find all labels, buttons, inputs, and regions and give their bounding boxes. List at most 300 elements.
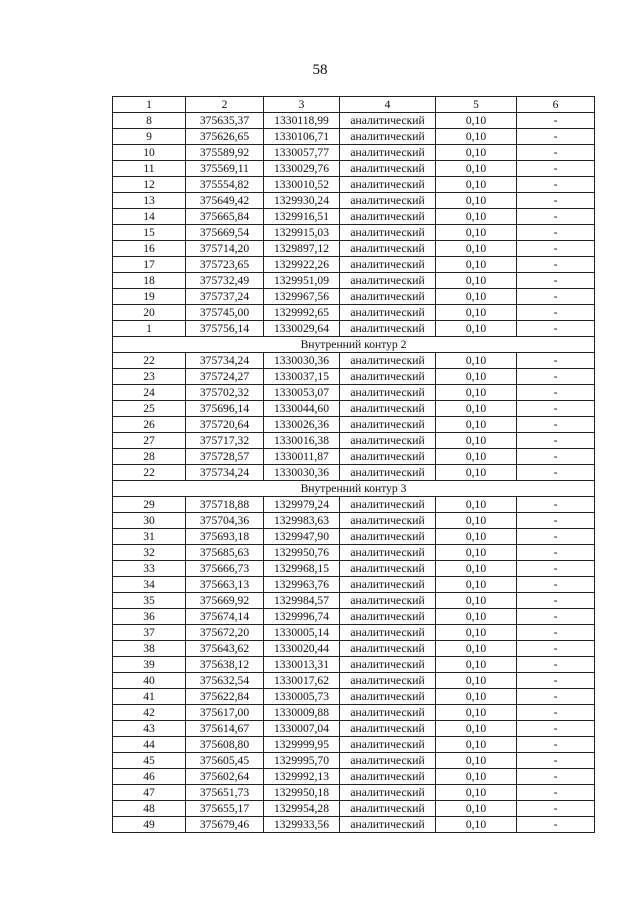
- note-cell: -: [517, 401, 595, 417]
- table-row: [113, 209, 595, 225]
- table-row: [113, 577, 595, 593]
- point-number-cell: 1: [113, 321, 186, 337]
- x-coordinate-cell: 375643,62: [186, 641, 264, 657]
- y-coordinate-cell: 1330007,04: [264, 721, 340, 737]
- section-title: Внутренний контур 3: [113, 481, 595, 497]
- note-cell: -: [517, 257, 595, 273]
- y-coordinate-cell: 1329950,76: [264, 545, 340, 561]
- y-coordinate-cell: 1330011,87: [264, 449, 340, 465]
- accuracy-cell: 0,10: [436, 401, 517, 417]
- method-cell: аналитический: [340, 289, 436, 305]
- table-row: [113, 769, 595, 785]
- x-coordinate-cell: 375674,14: [186, 609, 264, 625]
- table-row: [113, 561, 595, 577]
- table-row: [113, 641, 595, 657]
- x-coordinate-cell: 375693,18: [186, 529, 264, 545]
- x-coordinate-cell: 375608,80: [186, 737, 264, 753]
- table-row: [113, 801, 595, 817]
- y-coordinate-cell: 1330029,64: [264, 321, 340, 337]
- accuracy-cell: 0,10: [436, 433, 517, 449]
- accuracy-cell: 0,10: [436, 417, 517, 433]
- point-number-cell: 24: [113, 385, 186, 401]
- y-coordinate-cell: 1329950,18: [264, 785, 340, 801]
- method-cell: аналитический: [340, 689, 436, 705]
- point-number-cell: 29: [113, 497, 186, 513]
- y-coordinate-cell: 1329947,90: [264, 529, 340, 545]
- table-row: [113, 529, 595, 545]
- note-cell: -: [517, 801, 595, 817]
- y-coordinate-cell: 1329979,24: [264, 497, 340, 513]
- note-cell: -: [517, 497, 595, 513]
- point-number-cell: 25: [113, 401, 186, 417]
- x-coordinate-cell: 375663,13: [186, 577, 264, 593]
- x-coordinate-cell: 375734,24: [186, 353, 264, 369]
- point-number-cell: 28: [113, 449, 186, 465]
- method-cell: аналитический: [340, 657, 436, 673]
- accuracy-cell: 0,10: [436, 497, 517, 513]
- y-coordinate-cell: 1329922,26: [264, 257, 340, 273]
- y-coordinate-cell: 1330016,38: [264, 433, 340, 449]
- note-cell: -: [517, 145, 595, 161]
- point-number-cell: 11: [113, 161, 186, 177]
- y-coordinate-cell: 1329992,65: [264, 305, 340, 321]
- accuracy-cell: 0,10: [436, 673, 517, 689]
- accuracy-cell: 0,10: [436, 289, 517, 305]
- header-row: [113, 97, 595, 113]
- table-row: [113, 657, 595, 673]
- accuracy-cell: 0,10: [436, 177, 517, 193]
- method-cell: аналитический: [340, 673, 436, 689]
- x-coordinate-cell: 375724,27: [186, 369, 264, 385]
- y-coordinate-cell: 1330005,73: [264, 689, 340, 705]
- point-number-cell: 35: [113, 593, 186, 609]
- table-row: [113, 225, 595, 241]
- accuracy-cell: 0,10: [436, 801, 517, 817]
- note-cell: -: [517, 273, 595, 289]
- header-cell: 5: [436, 97, 517, 113]
- accuracy-cell: 0,10: [436, 705, 517, 721]
- accuracy-cell: 0,10: [436, 209, 517, 225]
- y-coordinate-cell: 1329984,57: [264, 593, 340, 609]
- y-coordinate-cell: 1329983,63: [264, 513, 340, 529]
- x-coordinate-cell: 375669,92: [186, 593, 264, 609]
- accuracy-cell: 0,10: [436, 721, 517, 737]
- note-cell: -: [517, 769, 595, 785]
- method-cell: аналитический: [340, 129, 436, 145]
- x-coordinate-cell: 375723,65: [186, 257, 264, 273]
- note-cell: -: [517, 721, 595, 737]
- point-number-cell: 20: [113, 305, 186, 321]
- accuracy-cell: 0,10: [436, 737, 517, 753]
- accuracy-cell: 0,10: [436, 273, 517, 289]
- table-row: [113, 193, 595, 209]
- y-coordinate-cell: 1330020,44: [264, 641, 340, 657]
- point-number-cell: 14: [113, 209, 186, 225]
- x-coordinate-cell: 375635,37: [186, 113, 264, 129]
- method-cell: аналитический: [340, 257, 436, 273]
- header-cell: 4: [340, 97, 436, 113]
- y-coordinate-cell: 1330044,60: [264, 401, 340, 417]
- table-row: [113, 465, 595, 481]
- y-coordinate-cell: 1330009,88: [264, 705, 340, 721]
- method-cell: аналитический: [340, 513, 436, 529]
- point-number-cell: 38: [113, 641, 186, 657]
- y-coordinate-cell: 1329951,09: [264, 273, 340, 289]
- x-coordinate-cell: 375617,00: [186, 705, 264, 721]
- accuracy-cell: 0,10: [436, 577, 517, 593]
- section-title-row: [113, 337, 595, 353]
- page-number: 58: [312, 62, 328, 78]
- point-number-cell: 41: [113, 689, 186, 705]
- method-cell: аналитический: [340, 817, 436, 833]
- note-cell: -: [517, 321, 595, 337]
- x-coordinate-cell: 375696,14: [186, 401, 264, 417]
- table-row: [113, 817, 595, 833]
- y-coordinate-cell: 1330026,36: [264, 417, 340, 433]
- accuracy-cell: 0,10: [436, 769, 517, 785]
- point-number-cell: 40: [113, 673, 186, 689]
- point-number-cell: 22: [113, 465, 186, 481]
- y-coordinate-cell: 1329967,56: [264, 289, 340, 305]
- point-number-cell: 31: [113, 529, 186, 545]
- point-number-cell: 9: [113, 129, 186, 145]
- accuracy-cell: 0,10: [436, 689, 517, 705]
- point-number-cell: 48: [113, 801, 186, 817]
- x-coordinate-cell: 375714,20: [186, 241, 264, 257]
- section-title-row: [113, 481, 595, 497]
- accuracy-cell: 0,10: [436, 193, 517, 209]
- accuracy-cell: 0,10: [436, 561, 517, 577]
- note-cell: -: [517, 225, 595, 241]
- point-number-cell: 49: [113, 817, 186, 833]
- x-coordinate-cell: 375589,92: [186, 145, 264, 161]
- y-coordinate-cell: 1330030,36: [264, 465, 340, 481]
- x-coordinate-cell: 375614,67: [186, 721, 264, 737]
- table-row: [113, 497, 595, 513]
- y-coordinate-cell: 1330057,77: [264, 145, 340, 161]
- table-row: [113, 433, 595, 449]
- accuracy-cell: 0,10: [436, 257, 517, 273]
- note-cell: -: [517, 289, 595, 305]
- table-row: [113, 385, 595, 401]
- x-coordinate-cell: 375554,82: [186, 177, 264, 193]
- x-coordinate-cell: 375704,36: [186, 513, 264, 529]
- point-number-cell: 27: [113, 433, 186, 449]
- accuracy-cell: 0,10: [436, 369, 517, 385]
- x-coordinate-cell: 375672,20: [186, 625, 264, 641]
- note-cell: -: [517, 609, 595, 625]
- accuracy-cell: 0,10: [436, 145, 517, 161]
- method-cell: аналитический: [340, 273, 436, 289]
- y-coordinate-cell: 1329930,24: [264, 193, 340, 209]
- y-coordinate-cell: 1330030,36: [264, 353, 340, 369]
- method-cell: аналитический: [340, 145, 436, 161]
- y-coordinate-cell: 1329933,56: [264, 817, 340, 833]
- table-row: [113, 353, 595, 369]
- note-cell: -: [517, 641, 595, 657]
- method-cell: аналитический: [340, 241, 436, 257]
- y-coordinate-cell: 1330010,52: [264, 177, 340, 193]
- accuracy-cell: 0,10: [436, 321, 517, 337]
- note-cell: -: [517, 353, 595, 369]
- point-number-cell: 18: [113, 273, 186, 289]
- note-cell: -: [517, 673, 595, 689]
- y-coordinate-cell: 1329968,15: [264, 561, 340, 577]
- y-coordinate-cell: 1330118,99: [264, 113, 340, 129]
- table-row: [113, 513, 595, 529]
- method-cell: аналитический: [340, 385, 436, 401]
- note-cell: -: [517, 625, 595, 641]
- method-cell: аналитический: [340, 785, 436, 801]
- table-row: [113, 289, 595, 305]
- point-number-cell: 8: [113, 113, 186, 129]
- x-coordinate-cell: 375569,11: [186, 161, 264, 177]
- x-coordinate-cell: 375622,84: [186, 689, 264, 705]
- x-coordinate-cell: 375605,45: [186, 753, 264, 769]
- point-number-cell: 17: [113, 257, 186, 273]
- note-cell: -: [517, 241, 595, 257]
- header-cell: 6: [517, 97, 595, 113]
- method-cell: аналитический: [340, 497, 436, 513]
- point-number-cell: 23: [113, 369, 186, 385]
- accuracy-cell: 0,10: [436, 593, 517, 609]
- method-cell: аналитический: [340, 593, 436, 609]
- table-row: [113, 753, 595, 769]
- note-cell: -: [517, 545, 595, 561]
- table-row: [113, 129, 595, 145]
- header-cell: 3: [264, 97, 340, 113]
- method-cell: аналитический: [340, 769, 436, 785]
- x-coordinate-cell: 375666,73: [186, 561, 264, 577]
- x-coordinate-cell: 375602,64: [186, 769, 264, 785]
- x-coordinate-cell: 375651,73: [186, 785, 264, 801]
- note-cell: -: [517, 177, 595, 193]
- accuracy-cell: 0,10: [436, 817, 517, 833]
- method-cell: аналитический: [340, 801, 436, 817]
- accuracy-cell: 0,10: [436, 161, 517, 177]
- note-cell: -: [517, 465, 595, 481]
- note-cell: -: [517, 689, 595, 705]
- point-number-cell: 15: [113, 225, 186, 241]
- point-number-cell: 47: [113, 785, 186, 801]
- y-coordinate-cell: 1330106,71: [264, 129, 340, 145]
- method-cell: аналитический: [340, 401, 436, 417]
- header-cell: 2: [186, 97, 264, 113]
- y-coordinate-cell: 1329897,12: [264, 241, 340, 257]
- y-coordinate-cell: 1329954,28: [264, 801, 340, 817]
- coordinates-table: [112, 96, 595, 833]
- y-coordinate-cell: 1329999,95: [264, 737, 340, 753]
- x-coordinate-cell: 375737,24: [186, 289, 264, 305]
- note-cell: -: [517, 593, 595, 609]
- note-cell: -: [517, 705, 595, 721]
- method-cell: аналитический: [340, 321, 436, 337]
- y-coordinate-cell: 1330017,62: [264, 673, 340, 689]
- table-row: [113, 417, 595, 433]
- x-coordinate-cell: 375669,54: [186, 225, 264, 241]
- table-row: [113, 369, 595, 385]
- point-number-cell: 19: [113, 289, 186, 305]
- method-cell: аналитический: [340, 465, 436, 481]
- method-cell: аналитический: [340, 545, 436, 561]
- point-number-cell: 12: [113, 177, 186, 193]
- x-coordinate-cell: 375717,32: [186, 433, 264, 449]
- accuracy-cell: 0,10: [436, 241, 517, 257]
- point-number-cell: 22: [113, 353, 186, 369]
- x-coordinate-cell: 375756,14: [186, 321, 264, 337]
- note-cell: -: [517, 209, 595, 225]
- point-number-cell: 42: [113, 705, 186, 721]
- note-cell: -: [517, 561, 595, 577]
- note-cell: -: [517, 385, 595, 401]
- note-cell: -: [517, 305, 595, 321]
- point-number-cell: 34: [113, 577, 186, 593]
- accuracy-cell: 0,10: [436, 113, 517, 129]
- table-row: [113, 161, 595, 177]
- y-coordinate-cell: 1329963,76: [264, 577, 340, 593]
- point-number-cell: 16: [113, 241, 186, 257]
- point-number-cell: 13: [113, 193, 186, 209]
- x-coordinate-cell: 375632,54: [186, 673, 264, 689]
- note-cell: -: [517, 129, 595, 145]
- method-cell: аналитический: [340, 705, 436, 721]
- accuracy-cell: 0,10: [436, 625, 517, 641]
- y-coordinate-cell: 1330029,76: [264, 161, 340, 177]
- method-cell: аналитический: [340, 753, 436, 769]
- table-row: [113, 609, 595, 625]
- x-coordinate-cell: 375720,64: [186, 417, 264, 433]
- accuracy-cell: 0,10: [436, 449, 517, 465]
- table-row: [113, 241, 595, 257]
- method-cell: аналитический: [340, 561, 436, 577]
- note-cell: -: [517, 113, 595, 129]
- point-number-cell: 37: [113, 625, 186, 641]
- table-row: [113, 273, 595, 289]
- table-row: [113, 401, 595, 417]
- note-cell: -: [517, 817, 595, 833]
- accuracy-cell: 0,10: [436, 465, 517, 481]
- point-number-cell: 45: [113, 753, 186, 769]
- y-coordinate-cell: 1329916,51: [264, 209, 340, 225]
- method-cell: аналитический: [340, 721, 436, 737]
- method-cell: аналитический: [340, 433, 436, 449]
- table-row: [113, 113, 595, 129]
- method-cell: аналитический: [340, 609, 436, 625]
- point-number-cell: 30: [113, 513, 186, 529]
- method-cell: аналитический: [340, 225, 436, 241]
- accuracy-cell: 0,10: [436, 385, 517, 401]
- header-cell: 1: [113, 97, 186, 113]
- accuracy-cell: 0,10: [436, 657, 517, 673]
- note-cell: -: [517, 193, 595, 209]
- note-cell: -: [517, 657, 595, 673]
- table-row: [113, 689, 595, 705]
- point-number-cell: 26: [113, 417, 186, 433]
- method-cell: аналитический: [340, 641, 436, 657]
- table-row: [113, 177, 595, 193]
- method-cell: аналитический: [340, 369, 436, 385]
- table-row: [113, 305, 595, 321]
- y-coordinate-cell: 1330013,31: [264, 657, 340, 673]
- accuracy-cell: 0,10: [436, 305, 517, 321]
- table-row: [113, 321, 595, 337]
- note-cell: -: [517, 753, 595, 769]
- table-row: [113, 145, 595, 161]
- note-cell: -: [517, 737, 595, 753]
- y-coordinate-cell: 1330037,15: [264, 369, 340, 385]
- table-row: [113, 625, 595, 641]
- note-cell: -: [517, 449, 595, 465]
- y-coordinate-cell: 1329992,13: [264, 769, 340, 785]
- note-cell: -: [517, 785, 595, 801]
- method-cell: аналитический: [340, 305, 436, 321]
- x-coordinate-cell: 375685,63: [186, 545, 264, 561]
- method-cell: аналитический: [340, 161, 436, 177]
- y-coordinate-cell: 1330053,07: [264, 385, 340, 401]
- table-row: [113, 785, 595, 801]
- x-coordinate-cell: 375626,65: [186, 129, 264, 145]
- point-number-cell: 44: [113, 737, 186, 753]
- method-cell: аналитический: [340, 737, 436, 753]
- point-number-cell: 33: [113, 561, 186, 577]
- table-row: [113, 593, 595, 609]
- x-coordinate-cell: 375679,46: [186, 817, 264, 833]
- table-row: [113, 705, 595, 721]
- accuracy-cell: 0,10: [436, 353, 517, 369]
- accuracy-cell: 0,10: [436, 641, 517, 657]
- point-number-cell: 36: [113, 609, 186, 625]
- table-row: [113, 257, 595, 273]
- note-cell: -: [517, 161, 595, 177]
- x-coordinate-cell: 375649,42: [186, 193, 264, 209]
- method-cell: аналитический: [340, 577, 436, 593]
- method-cell: аналитический: [340, 625, 436, 641]
- method-cell: аналитический: [340, 177, 436, 193]
- y-coordinate-cell: 1329996,74: [264, 609, 340, 625]
- method-cell: аналитический: [340, 417, 436, 433]
- accuracy-cell: 0,10: [436, 529, 517, 545]
- method-cell: аналитический: [340, 209, 436, 225]
- point-number-cell: 39: [113, 657, 186, 673]
- accuracy-cell: 0,10: [436, 129, 517, 145]
- table-row: [113, 449, 595, 465]
- accuracy-cell: 0,10: [436, 609, 517, 625]
- note-cell: -: [517, 529, 595, 545]
- table-row: [113, 721, 595, 737]
- x-coordinate-cell: 375734,24: [186, 465, 264, 481]
- x-coordinate-cell: 375745,00: [186, 305, 264, 321]
- accuracy-cell: 0,10: [436, 545, 517, 561]
- table-row: [113, 545, 595, 561]
- x-coordinate-cell: 375728,57: [186, 449, 264, 465]
- x-coordinate-cell: 375655,17: [186, 801, 264, 817]
- x-coordinate-cell: 375702,32: [186, 385, 264, 401]
- point-number-cell: 46: [113, 769, 186, 785]
- method-cell: аналитический: [340, 113, 436, 129]
- accuracy-cell: 0,10: [436, 225, 517, 241]
- method-cell: аналитический: [340, 193, 436, 209]
- point-number-cell: 10: [113, 145, 186, 161]
- accuracy-cell: 0,10: [436, 513, 517, 529]
- note-cell: -: [517, 577, 595, 593]
- table-row: [113, 737, 595, 753]
- note-cell: -: [517, 513, 595, 529]
- table-row: [113, 673, 595, 689]
- section-title: Внутренний контур 2: [113, 337, 595, 353]
- x-coordinate-cell: 375732,49: [186, 273, 264, 289]
- method-cell: аналитический: [340, 353, 436, 369]
- point-number-cell: 43: [113, 721, 186, 737]
